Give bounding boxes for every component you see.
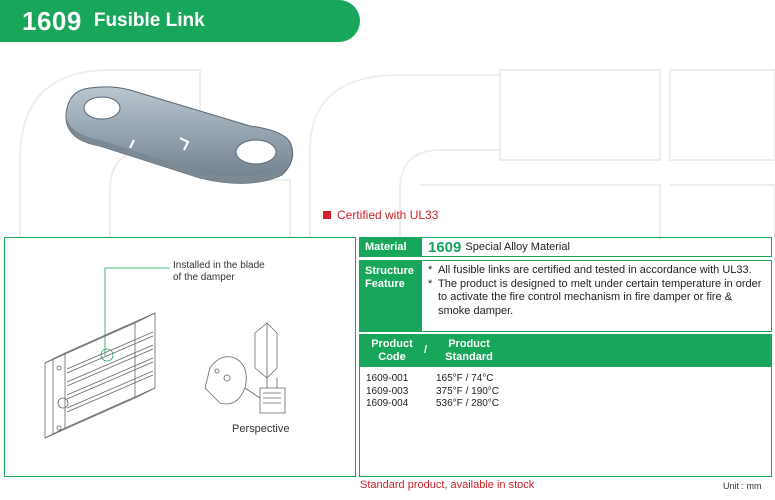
unit-note: Unit : mm <box>723 481 762 491</box>
stock-note: Standard product, available in stock <box>360 479 535 491</box>
table-row <box>366 398 765 411</box>
product-title: Fusible Link <box>93 10 205 31</box>
install-callout-line2: of the damper <box>173 272 235 283</box>
product-code-cell: 1609-001 <box>366 373 409 384</box>
specification-panel <box>359 237 772 477</box>
installation-diagram-panel <box>4 237 356 477</box>
material-row <box>359 237 772 257</box>
structure-feature-item <box>428 264 765 278</box>
material-code: 1609 <box>428 238 462 256</box>
perspective-label: Perspective <box>232 423 290 435</box>
asterisk-icon: * <box>428 277 433 290</box>
product-code-cell: 1609-003 <box>366 385 409 397</box>
product-standard-header-line1: Product <box>448 338 490 350</box>
product-standard-cell: 536°F / 280°C <box>436 398 500 409</box>
header-separator: / <box>424 344 428 356</box>
structure-label <box>360 261 422 331</box>
material-value: Special Alloy Material <box>465 241 570 253</box>
fusible-link-image <box>60 80 300 190</box>
table-row <box>366 373 765 386</box>
product-table-body <box>360 367 771 417</box>
asterisk-icon: * <box>428 264 433 276</box>
product-table-header <box>360 335 771 367</box>
install-callout-line1: Installed in the blade <box>173 260 265 271</box>
product-standard-cell: 375°F / 190°C <box>436 385 500 397</box>
material-label: Material <box>360 238 422 256</box>
product-table <box>359 334 772 477</box>
structure-label-line1: Structure <box>365 265 414 277</box>
structure-feature-list <box>422 261 771 331</box>
product-standard-cell: 165°F / 74°C <box>436 373 494 384</box>
product-standard-header-line2: Standard <box>445 351 493 363</box>
structure-row <box>359 260 772 332</box>
certification-note <box>323 208 438 222</box>
damper-line-drawing <box>5 238 357 478</box>
structure-feature-text: The product is designed to melt under certain temperature in order to activate the fire control mechanism in fire damper or fire & smoke damper. <box>438 277 762 317</box>
table-row <box>366 386 765 399</box>
material-value-cell <box>422 238 771 256</box>
red-square-icon <box>323 211 331 219</box>
product-code-title: 1609 <box>22 5 82 36</box>
product-code-header <box>365 338 419 364</box>
product-code-header-line1: Product <box>371 338 413 350</box>
structure-feature-text: All fusible links are certified and tested in accordance with UL33. <box>438 264 752 276</box>
product-code-header-line2: Code <box>378 351 406 363</box>
structure-feature-item <box>428 278 765 319</box>
product-code-cell: 1609-004 <box>366 398 409 409</box>
header-bar <box>0 0 360 42</box>
structure-label-line2: Feature <box>365 278 405 290</box>
certification-text: Certified with UL33 <box>337 208 439 222</box>
product-standard-header <box>442 338 496 364</box>
